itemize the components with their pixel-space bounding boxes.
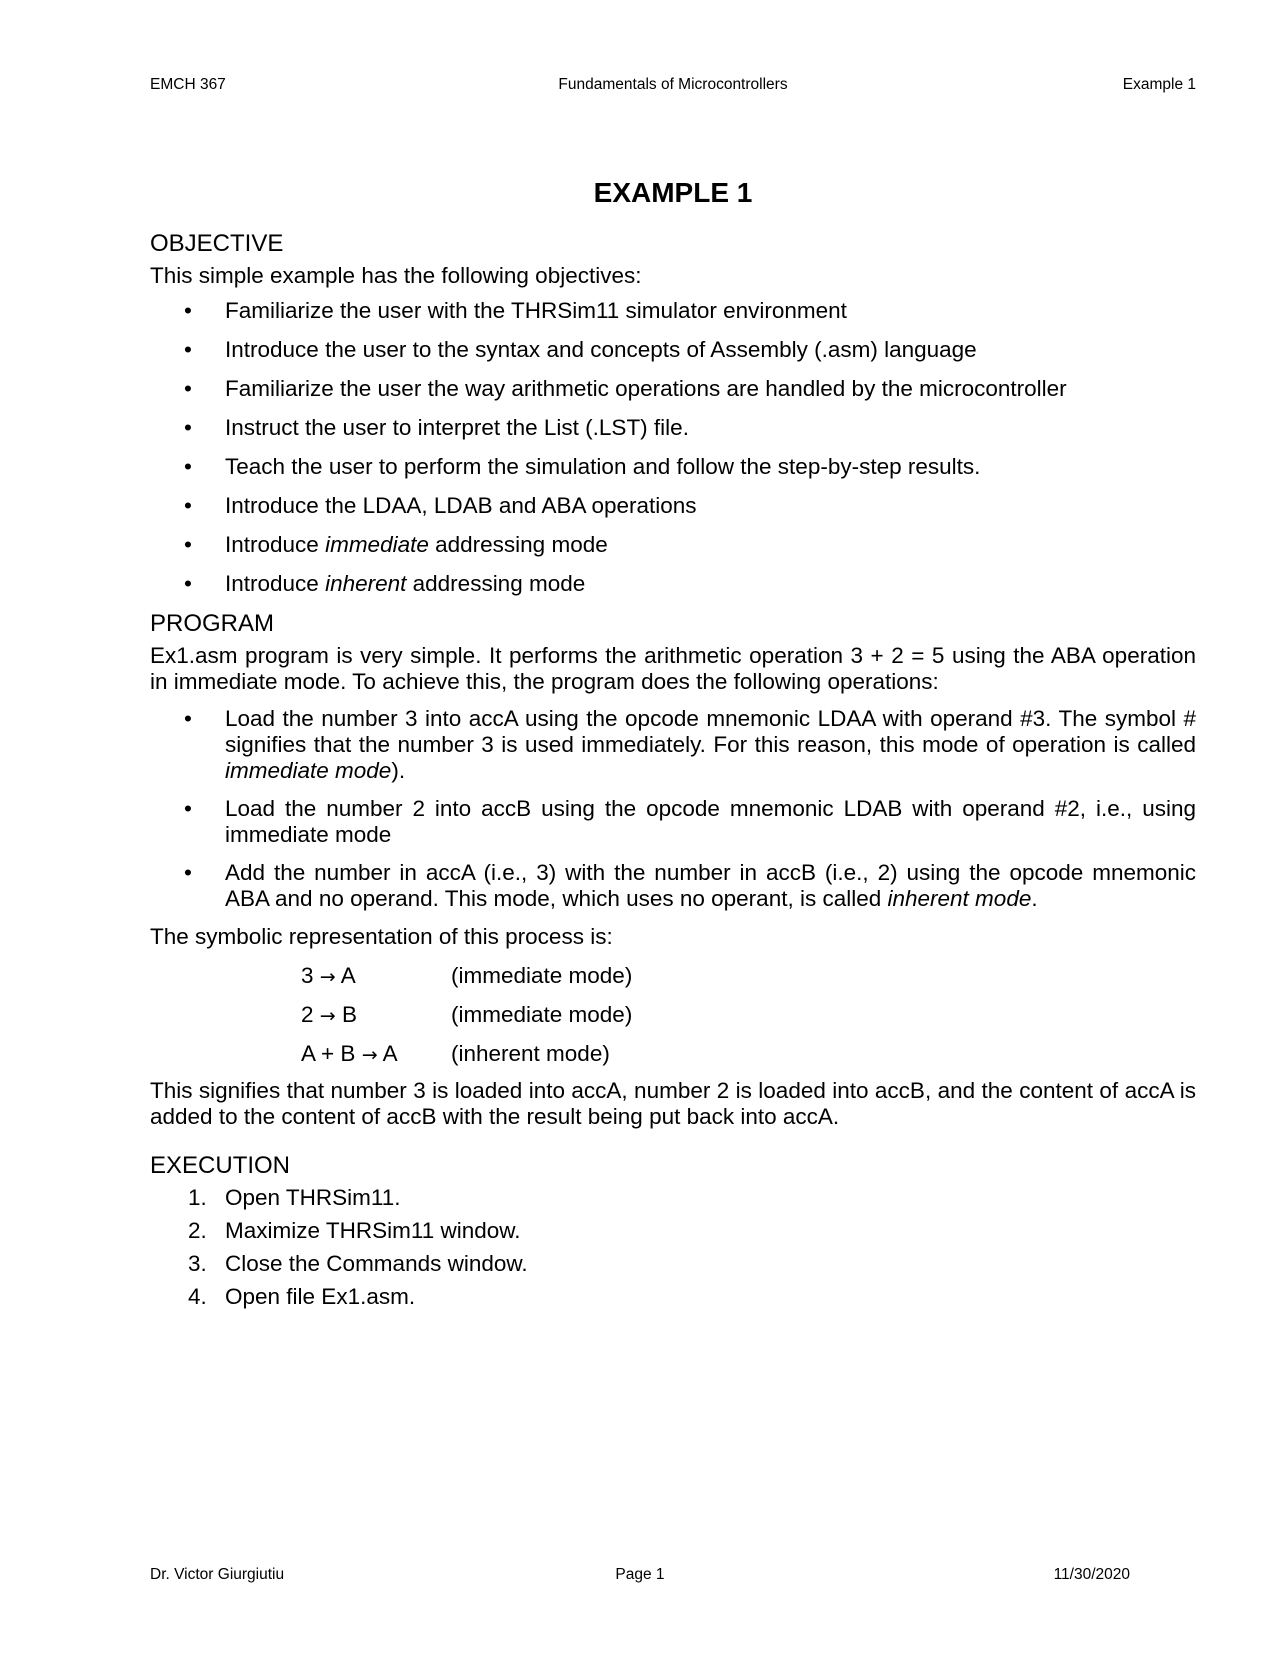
item-emphasis: immediate [325,532,429,557]
list-item [150,706,1196,784]
list-item: • Load the number 2 into accB using the opcode mnemonic LDAB with operand #2, i.e., using immediate mode [150,796,1196,848]
footer-page-number: Page 1 [615,1566,665,1583]
program-section [150,610,1196,1130]
execution-heading: EXECUTION [150,1152,291,1179]
symbolic-row [301,963,1196,989]
list-item [150,532,1196,558]
right-arrow-icon: → [319,1005,336,1027]
execution-section [150,1152,1196,1310]
step-number: 1. [188,1185,207,1210]
right-arrow-icon: → [361,1044,378,1066]
page-title: EXAMPLE 1 [593,177,753,208]
step-number: 3. [188,1251,207,1276]
list-item [150,1251,1196,1277]
item-text: Add the number in accA (i.e., 3) with the number in accB (i.e., 2) using the opcode mnemonic ABA and no operand. This mode, which uses no operant, is called [225,860,1196,911]
item-text: . [1031,886,1038,911]
step-text: Close the Commands window. [225,1251,528,1276]
program-heading: PROGRAM [150,610,275,637]
document-body [150,176,1196,1317]
list-item: • Teach the user to perform the simulation and follow the step-by-step results. [150,454,1196,480]
symbolic-mode: (immediate mode) [451,963,633,988]
symbolic-expression [301,963,451,989]
step-number: 4. [188,1284,207,1309]
step-text: Open THRSim11. [225,1185,401,1210]
execution-steps [150,1185,1196,1310]
right-arrow-icon: → [319,966,336,988]
step-text: Maximize THRSim11 window. [225,1218,521,1243]
expr-lhs: 3 [301,963,314,988]
item-emphasis: inherent [325,571,407,596]
footer-author: Dr. Victor Giurgiutiu [150,1566,285,1583]
program-intro: Ex1.asm program is very simple. It performs the arithmetic operation 3 + 2 = 5 using the ABA operation in immediate mode. To achieve this, the program does the following operations: [150,643,1196,694]
expr-rhs: B [341,1002,357,1027]
step-number: 2. [188,1218,207,1243]
header-course-code: EMCH 367 [150,76,226,93]
list-item: • Introduce the LDAA, LDAB and ABA operations [150,493,1196,519]
list-item: • Familiarize the user the way arithmetic operations are handled by the microcontroller [150,376,1196,402]
objective-intro: This simple example has the following objectives: [150,263,642,288]
list-item [150,1218,1196,1244]
header-example-label: Example 1 [1122,76,1196,93]
list-item [150,571,1196,597]
symbolic-mode: (immediate mode) [451,1002,633,1027]
symbolic-row [301,1041,1196,1067]
symbolic-intro: The symbolic representation of this process is: [150,924,613,949]
step-text: Open file Ex1.asm. [225,1284,416,1309]
program-conclusion: This signifies that number 3 is loaded into accA, number 2 is loaded into accB, and the content of accA is added to the content of accB with the result being put back into accA. [150,1078,1196,1129]
expr-rhs: A [340,963,356,988]
expr-lhs: 2 [301,1002,314,1027]
symbolic-expression [301,1002,451,1028]
footer-date: 11/30/2020 [1053,1566,1130,1583]
item-emphasis: inherent mode [887,886,1032,911]
item-text: ). [391,758,406,783]
objective-section [150,230,1196,597]
list-item: • Familiarize the user with the THRSim11 simulator environment [150,298,1196,324]
item-text: addressing mode [428,532,608,557]
program-operations-list [150,706,1196,912]
list-item [150,860,1196,912]
item-emphasis: immediate mode [225,758,392,783]
symbolic-representation [301,963,1196,1067]
list-item: • Instruct the user to interpret the List (.LST) file. [150,415,1196,441]
symbolic-row [301,1002,1196,1028]
item-text: Introduce [225,571,326,596]
header-course-title: Fundamentals of Microcontrollers [558,76,788,93]
item-text: Load the number 3 into accA using the opcode mnemonic LDAA with operand #3. The symbol # signifies that the number 3 is used immediately. For this reason, this mode of operation is called [225,706,1196,757]
objective-heading: OBJECTIVE [150,230,284,257]
list-item [150,1284,1196,1310]
list-item: • Introduce the user to the syntax and concepts of Assembly (.asm) language [150,337,1196,363]
objective-list [150,298,1196,597]
item-text: addressing mode [406,571,586,596]
list-item [150,1185,1196,1211]
item-text: Introduce [225,532,326,557]
symbolic-mode: (inherent mode) [451,1041,610,1066]
symbolic-expression [301,1041,451,1067]
expr-lhs: A + B [301,1041,356,1066]
expr-rhs: A [382,1041,398,1066]
